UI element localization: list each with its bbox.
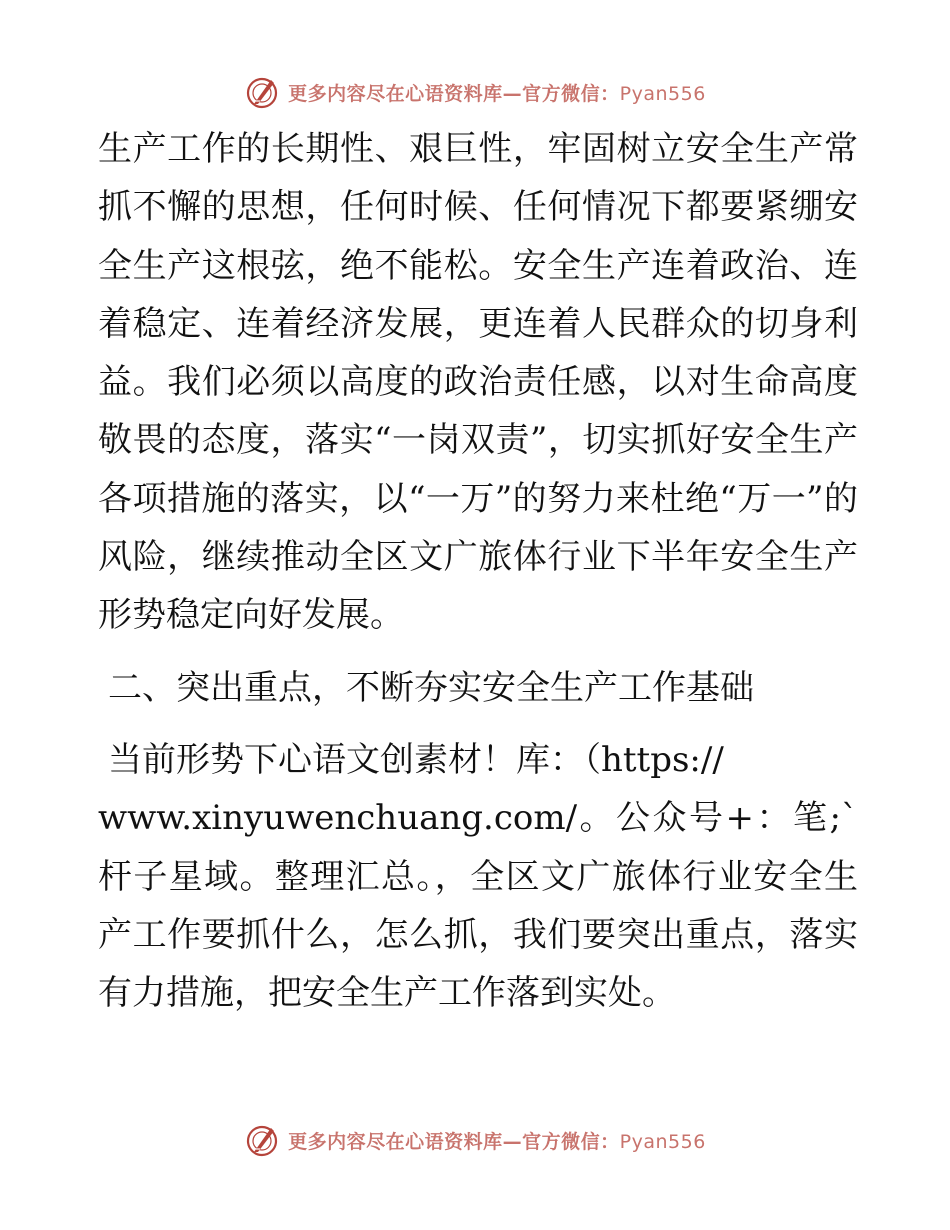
section-heading: 二、突出重点，不断夯实安全生产工作基础 xyxy=(108,667,754,708)
body-paragraph: 生产工作的长期性、艰巨性，牢固树立安全生产常抓不懈的思想，任何时候、任何情况下都要紧绷安全生产这根弦，绝不能松。安全生产连着政治、连着稳定、连着经济发展，更连着人民群众的切身利益。我们必须以高度的政治责任感，以对生命高度敬畏的态度，落实“一岗双责”，切实抓好安全生产各项措施的落实，以“一万”的努力来杜绝“万一”的风险，继续推动全区文广旅体行业下半年安全生产形势稳定向好发展。 xyxy=(98,129,858,636)
quill-seal-icon xyxy=(244,74,280,110)
promo-paragraph xyxy=(98,731,858,1022)
wechat-handle: Pyan556 xyxy=(619,1130,706,1153)
banner-text: 更多内容尽在心语资料库—官方微信：Pyan556 xyxy=(288,1130,706,1153)
footer-banner xyxy=(0,1118,950,1162)
promo-line-2: www.xinyuwenchuang.com/。公众号+：笔;`杆子星域。整理汇总。，全区文广旅体行业安全生产工作要抓什么，怎么抓，我们要突出重点，落实有力措施，把安全生产工作落到实处。 xyxy=(98,798,858,1014)
header-banner xyxy=(0,70,950,114)
wechat-handle: Pyan556 xyxy=(619,82,706,105)
promo-line-1: 当前形势下心语文创素材！库：（https:// xyxy=(108,739,724,780)
document-body xyxy=(98,120,858,1022)
quill-seal-icon xyxy=(244,1122,280,1158)
banner-text: 更多内容尽在心语资料库—官方微信：Pyan556 xyxy=(288,82,706,105)
